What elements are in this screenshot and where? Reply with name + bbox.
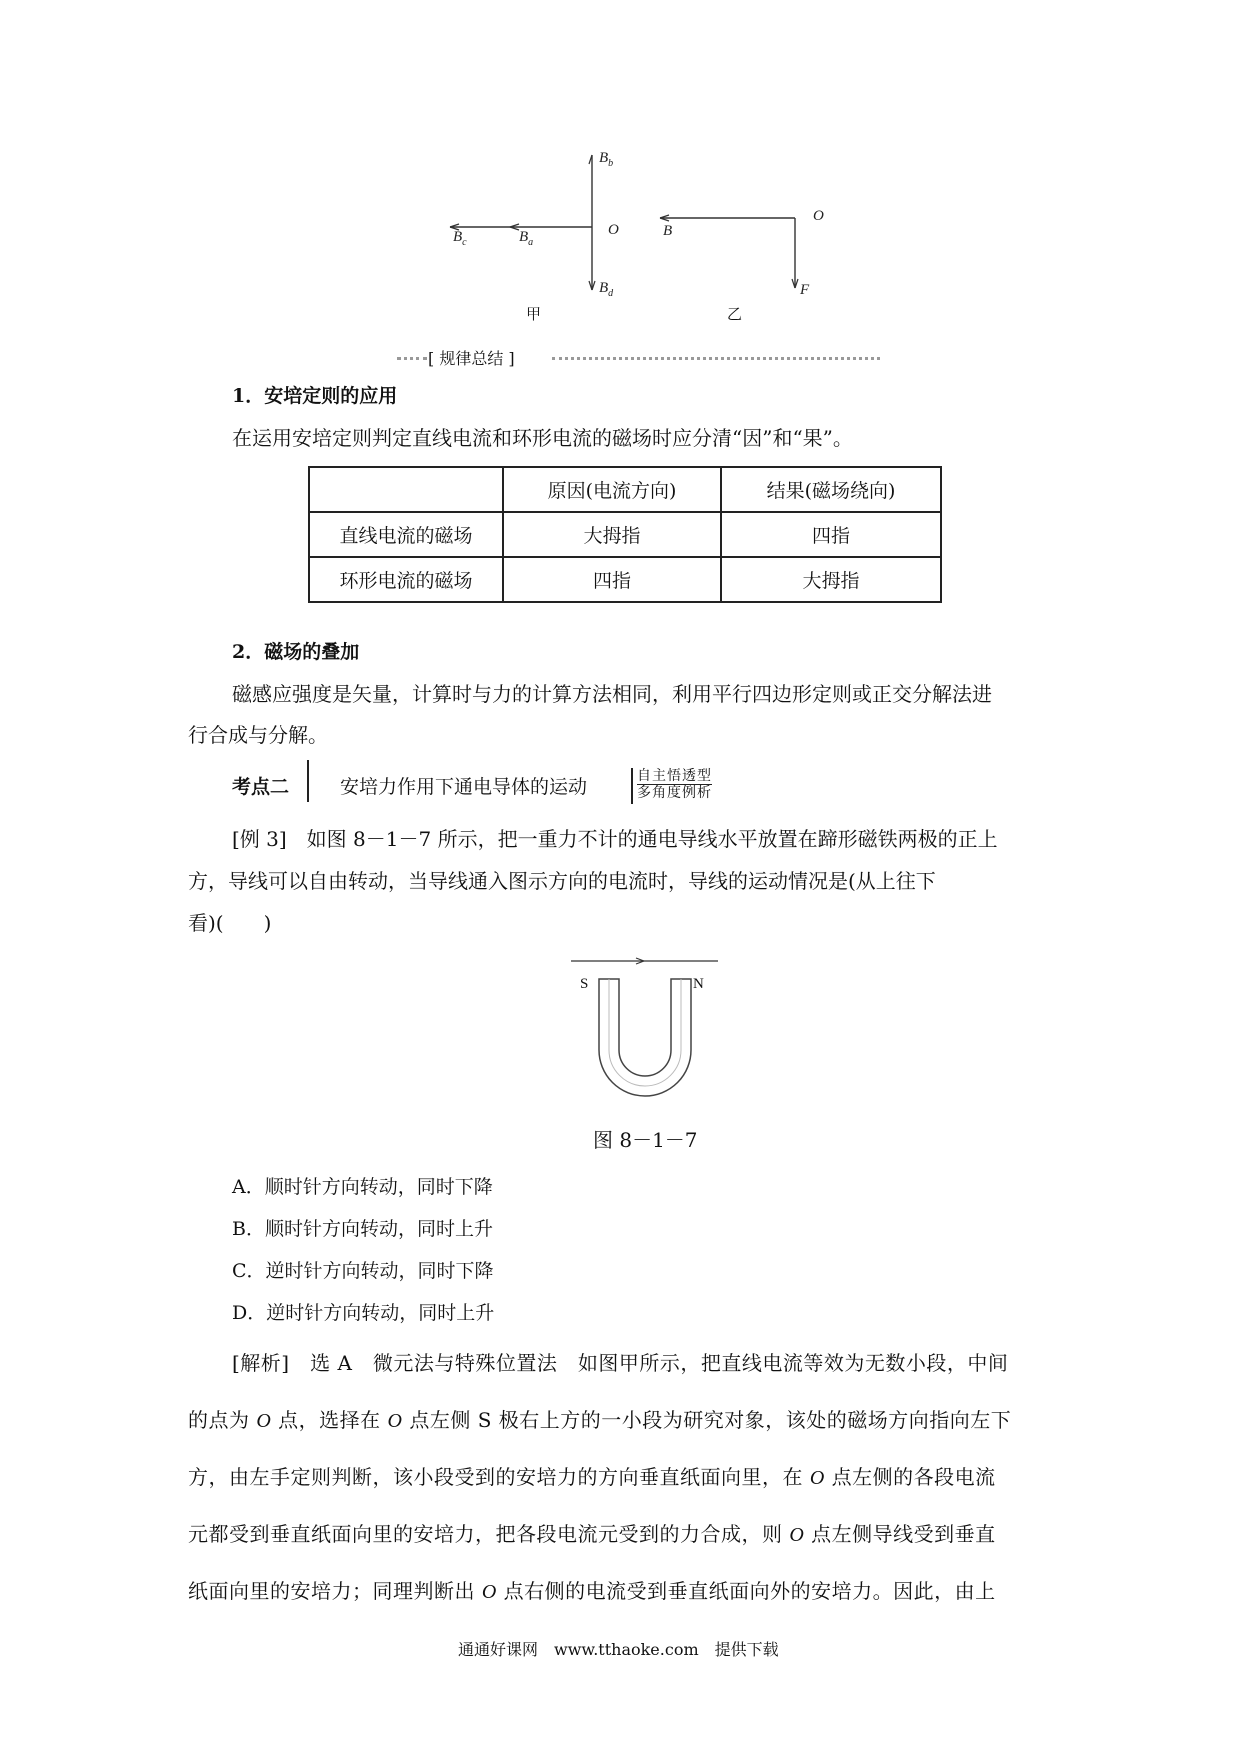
analysis-text: 点右侧的电流受到垂直纸面向外的安培力。因此，由上 <box>496 1579 996 1603</box>
topic-divider <box>307 760 309 802</box>
topic-tag <box>637 768 712 801</box>
answer-options <box>232 1166 494 1334</box>
summary-header: [ 规律总结 ] <box>428 349 515 368</box>
analysis-line5 <box>188 1563 996 1621</box>
table-row <box>309 512 941 557</box>
analysis-line1: [解析] 选 A 微元法与特殊位置法 如图甲所示，把直线电流等效为无数小段，中间 <box>232 1351 1009 1375</box>
caption-jia: 甲 <box>526 305 542 323</box>
table-cell: 大拇指 <box>503 512 721 557</box>
topic-label: 考点二 <box>232 776 290 798</box>
topic-title: 安培力作用下通电导体的运动 <box>340 776 588 798</box>
analysis-text: 点左侧的各段电流 <box>824 1465 996 1489</box>
label-ba: $B_a$ <box>519 229 534 248</box>
section2-line2: 行合成与分解。 <box>188 723 328 747</box>
point-o: O <box>387 1410 403 1432</box>
label-bc: $B_c$ <box>453 229 467 248</box>
point-o: O <box>256 1410 272 1432</box>
label-o-yi: O <box>813 208 824 224</box>
magnet-s-label: S <box>580 976 589 992</box>
label-bd: $B_d$ <box>599 280 614 299</box>
section1-text: 在运用安培定则判定直线电流和环形电流的磁场时应分清“因”和“果”。 <box>232 426 853 450</box>
option-b: B．顺时针方向转动，同时上升 <box>232 1218 493 1240</box>
table-cell: 四指 <box>503 557 721 602</box>
analysis-line3 <box>188 1449 996 1507</box>
table-header-cell: 结果(磁场绕向) <box>721 467 941 512</box>
option-d: D．逆时针方向转动，同时上升 <box>232 1302 495 1324</box>
label-bb: $B_b$ <box>599 150 614 169</box>
table-row <box>309 557 941 602</box>
table-header-row <box>309 467 941 512</box>
point-o: O <box>789 1524 805 1546</box>
rules-table <box>308 466 942 603</box>
analysis-text: 点左侧导线受到垂直 <box>804 1522 996 1546</box>
topic-tag-divider <box>631 768 633 804</box>
point-o: O <box>481 1581 497 1603</box>
table-cell: 直线电流的磁场 <box>309 512 503 557</box>
option-c: C．逆时针方向转动，同时下降 <box>232 1260 494 1282</box>
topic-tag-line2: 多角度例析 <box>637 785 712 801</box>
analysis-text: 元都受到垂直纸面向里的安培力，把各段电流元受到的力合成，则 <box>188 1522 790 1546</box>
topic-tag-line1: 自主悟透型 <box>637 768 712 784</box>
section2-heading: 2．磁场的叠加 <box>232 641 360 663</box>
analysis-text: 纸面向里的安培力；同理判断出 <box>188 1579 482 1603</box>
summary-dotline-left <box>397 357 427 360</box>
analysis-line2 <box>188 1392 1011 1450</box>
example-line1: [例 3] 如图 8－1－7 所示，把一重力不计的通电导线水平放置在蹄形磁铁两极的正上 <box>232 827 998 851</box>
field-diagram <box>440 150 860 330</box>
analysis-line4 <box>188 1506 996 1564</box>
table-cell: 四指 <box>721 512 941 557</box>
point-o: O <box>809 1467 825 1489</box>
analysis-text: 点，选择在 <box>271 1408 388 1432</box>
magnet-inner-line <box>609 979 681 1086</box>
table-header-cell <box>309 467 503 512</box>
label-b-yi: B <box>663 223 673 239</box>
summary-dotline-right <box>552 357 880 360</box>
example-line2: 方，导线可以自由转动，当导线通入图示方向的电流时，导线的运动情况是(从上往下 <box>188 869 936 893</box>
magnet-n-label: N <box>693 976 704 992</box>
analysis-text: 方，由左手定则判断，该小段受到的安培力的方向垂直纸面向里，在 <box>188 1465 810 1489</box>
figure-caption: 图 8－1－7 <box>593 1128 698 1152</box>
label-f-yi: F <box>800 282 810 298</box>
label-o-jia: O <box>608 222 619 238</box>
option-a: A．顺时针方向转动，同时下降 <box>232 1176 493 1198</box>
table-header-cell: 原因(电流方向) <box>503 467 721 512</box>
example-line3: 看)( ) <box>188 911 272 935</box>
caption-yi: 乙 <box>727 305 743 323</box>
analysis-text: 点左侧 S 极右上方的一小段为研究对象，该处的磁场方向指向左下 <box>402 1408 1012 1432</box>
table-cell: 大拇指 <box>721 557 941 602</box>
section1-heading: 1．安培定则的应用 <box>232 385 398 407</box>
magnet-outer <box>599 979 691 1096</box>
section2-line1: 磁感应强度是矢量，计算时与力的计算方法相同，利用平行四边形定则或正交分解法进 <box>232 682 992 706</box>
table-cell: 环形电流的磁场 <box>309 557 503 602</box>
analysis-text: 的点为 <box>188 1408 257 1432</box>
footer-download-note: 通通好课网 www.tthaoke.com 提供下载 <box>458 1640 779 1659</box>
